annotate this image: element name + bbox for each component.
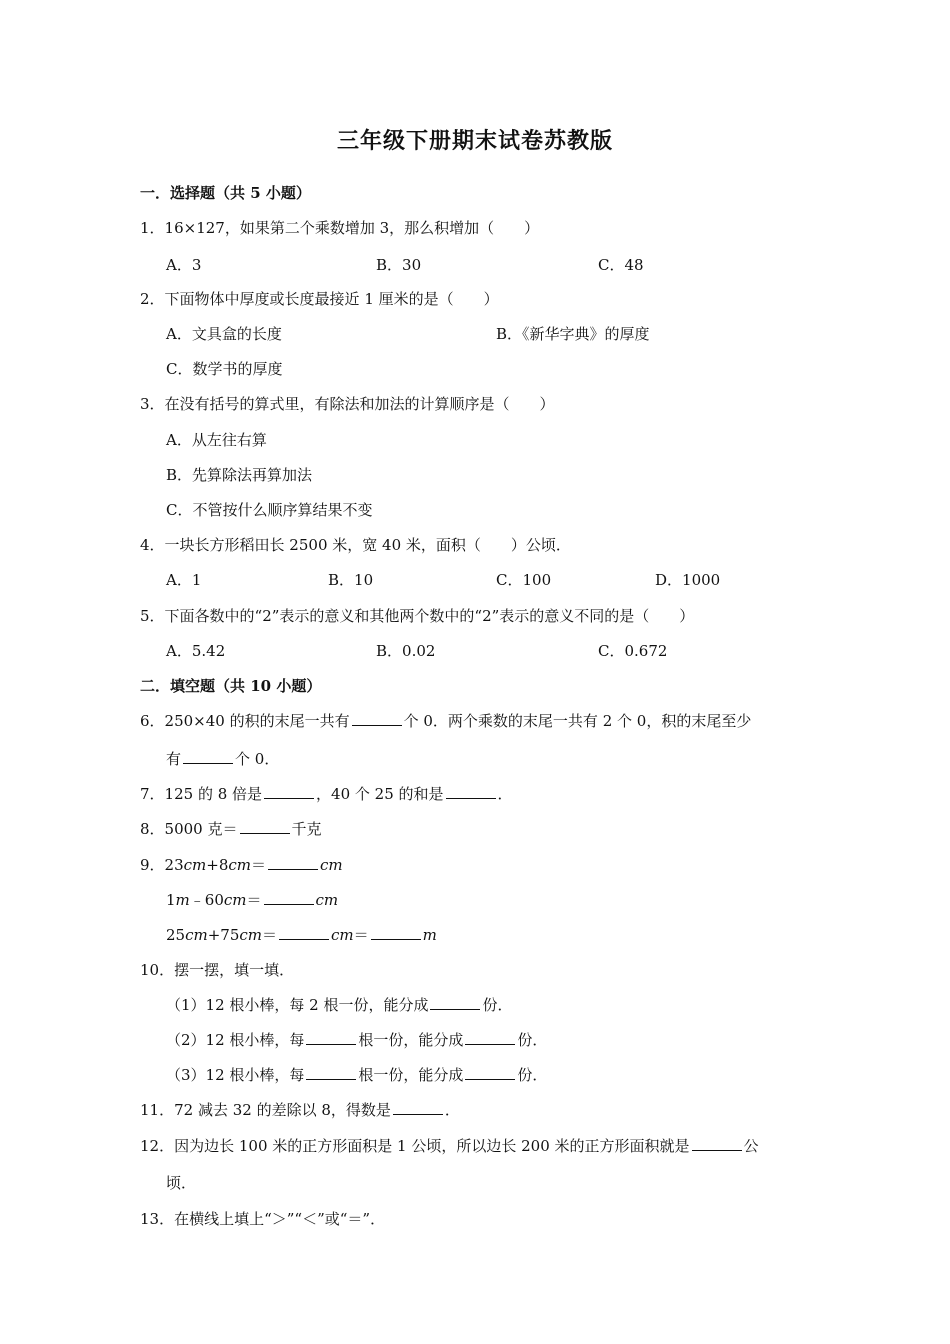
answer-blank[interactable] xyxy=(240,832,290,834)
q5-option-c: C．0.672 xyxy=(598,642,668,660)
answer-blank[interactable] xyxy=(279,938,329,940)
q1-option-a: A．3 xyxy=(166,256,202,274)
answer-blank[interactable] xyxy=(264,903,314,905)
q4-option-b: B．10 xyxy=(328,571,374,589)
q4-option-c: C．100 xyxy=(496,571,552,589)
section-heading-choice: 一．选择题（共 5 小题） xyxy=(140,184,311,202)
question-5: 5．下面各数中的“2”表示的意义和其他两个数中的“2”表示的意义不同的是（ ） xyxy=(140,607,695,625)
q3-option-b: B．先算除法再算加法 xyxy=(166,466,313,484)
q2-option-b: B．《新华字典》的厚度 xyxy=(496,325,650,343)
question-1: 1．16×127，如果第二个乘数增加 3，那么积增加（ ） xyxy=(140,219,540,237)
answer-blank[interactable] xyxy=(393,1113,443,1115)
q4-option-a: A．1 xyxy=(166,571,202,589)
answer-blank[interactable] xyxy=(465,1078,515,1080)
question-13: 13．在横线上填上“＞”“＜”或“＝”． xyxy=(140,1210,386,1228)
answer-blank[interactable] xyxy=(183,762,233,764)
answer-blank[interactable] xyxy=(352,724,402,726)
answer-blank[interactable] xyxy=(371,938,421,940)
question-7: 7．125 的 8 倍是 ，40 个 25 的和是 ． xyxy=(140,785,513,803)
q2-option-c: C．数学书的厚度 xyxy=(166,360,283,378)
question-9-line-3: 25cm+75cm＝ cm＝ m xyxy=(166,926,437,944)
question-2: 2．下面物体中厚度或长度最接近 1 厘米的是（ ） xyxy=(140,290,499,308)
question-4: 4．一块长方形稻田长 2500 米，宽 40 米，面积（ ）公顷． xyxy=(140,536,571,554)
question-9-line-2: 1m﹣60cm＝ cm xyxy=(166,891,339,909)
question-10-sub-3: （3）12 根小棒，每 根一份，能分成 份． xyxy=(166,1066,548,1084)
answer-blank[interactable] xyxy=(306,1078,356,1080)
q1-option-b: B．30 xyxy=(376,256,422,274)
answer-blank[interactable] xyxy=(446,797,496,799)
q5-option-b: B．0.02 xyxy=(376,642,436,660)
q5-option-a: A．5.42 xyxy=(166,642,226,660)
answer-blank[interactable] xyxy=(264,797,314,799)
question-10: 10．摆一摆，填一填． xyxy=(140,961,295,979)
page-title: 三年级下册期末试卷苏教版 xyxy=(336,128,613,154)
question-6-cont: 有 个 0． xyxy=(166,750,280,768)
section-heading-fill: 二．填空题（共 10 小题） xyxy=(140,677,322,695)
answer-blank[interactable] xyxy=(430,1008,480,1010)
answer-blank[interactable] xyxy=(465,1043,515,1045)
question-10-sub-1: （1）12 根小棒，每 2 根一份，能分成 份． xyxy=(166,996,513,1014)
question-12: 12．因为边长 100 米的正方形面积是 1 公顷，所以边长 200 米的正方形面积就是 公 xyxy=(140,1137,759,1155)
question-6: 6．250×40 的积的末尾一共有 个 0．两个乘数的末尾一共有 2 个 0，积的末尾至少 xyxy=(140,712,752,730)
q4-option-d: D．1000 xyxy=(655,571,721,589)
question-8: 8．5000 克＝ 千克 xyxy=(140,820,322,838)
question-11: 11．72 减去 32 的差除以 8，得数是 ． xyxy=(140,1101,460,1119)
question-12-cont: 顷． xyxy=(166,1174,197,1192)
question-3: 3．在没有括号的算式里，有除法和加法的计算顺序是（ ） xyxy=(140,395,555,413)
q2-option-a: A．文具盒的长度 xyxy=(166,325,282,343)
answer-blank[interactable] xyxy=(692,1149,742,1151)
question-9-line-1: 9．23cm+8cm＝ cm xyxy=(140,856,343,874)
answer-blank[interactable] xyxy=(268,868,318,870)
q3-option-a: A．从左往右算 xyxy=(166,431,267,449)
q3-option-c: C．不管按什么顺序算结果不变 xyxy=(166,501,373,519)
question-10-sub-2: （2）12 根小棒，每 根一份，能分成 份． xyxy=(166,1031,548,1049)
answer-blank[interactable] xyxy=(306,1043,356,1045)
q1-option-c: C．48 xyxy=(598,256,644,274)
